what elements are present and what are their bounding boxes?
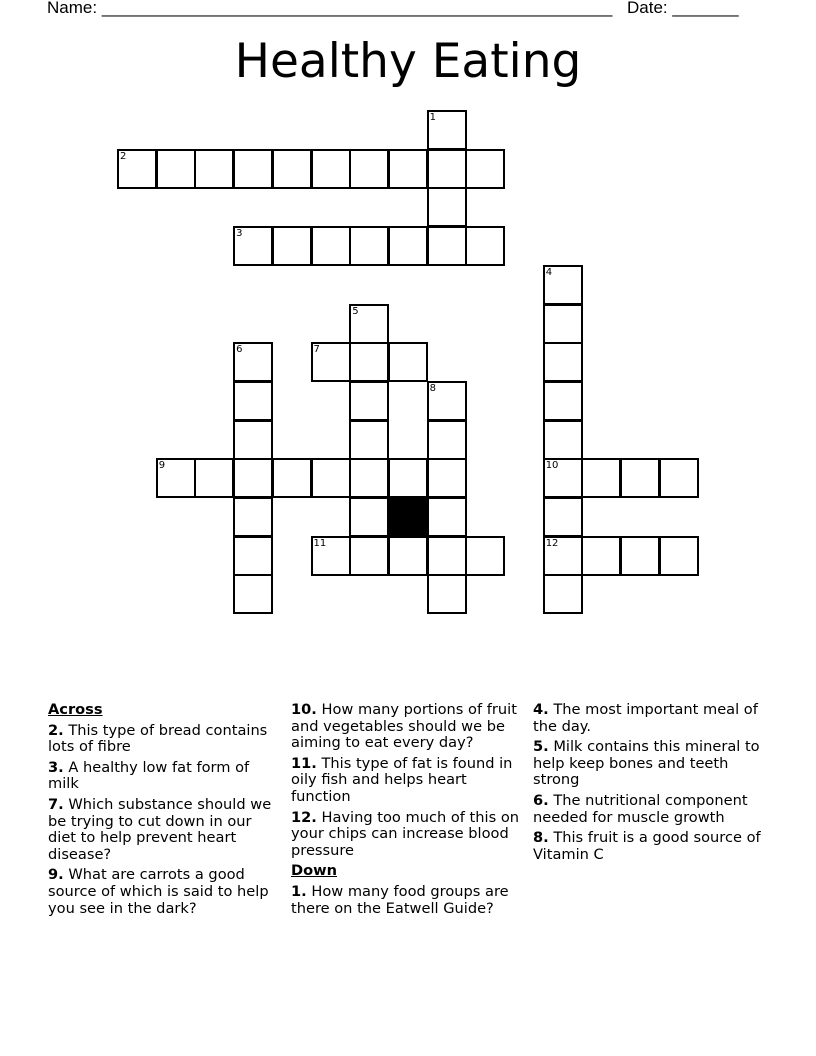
crossword-cell[interactable] bbox=[233, 342, 273, 382]
clue-across-7 bbox=[48, 797, 284, 863]
clue-number: 5. bbox=[533, 738, 549, 756]
crossword-cell[interactable] bbox=[427, 536, 467, 576]
crossword-cell[interactable] bbox=[543, 420, 583, 460]
clue-column-2 bbox=[291, 702, 527, 921]
crossword-cell[interactable] bbox=[543, 304, 583, 344]
crossword-cell[interactable] bbox=[117, 149, 157, 189]
clue-number-label: 9 bbox=[158, 460, 166, 472]
crossword-cell[interactable] bbox=[465, 536, 505, 576]
clue-across-12 bbox=[291, 810, 527, 860]
clue-number: 12. bbox=[291, 808, 317, 826]
crossword-cell[interactable] bbox=[543, 497, 583, 537]
crossword-cell[interactable] bbox=[311, 536, 351, 576]
clue-number: 3. bbox=[48, 758, 64, 776]
date-label: Date: bbox=[627, 0, 668, 17]
clue-number-label: 1 bbox=[429, 112, 436, 123]
clue-number-label: 8 bbox=[429, 382, 436, 394]
crossword-cell[interactable] bbox=[620, 458, 660, 498]
crossword-cell[interactable] bbox=[349, 226, 389, 266]
clue-number-label: 12 bbox=[545, 537, 559, 549]
clue-across-3 bbox=[48, 760, 284, 793]
crossword-cell[interactable] bbox=[388, 149, 428, 189]
across-heading: Across bbox=[48, 701, 103, 718]
clue-down-6 bbox=[533, 793, 769, 826]
crossword-cell[interactable] bbox=[427, 110, 467, 150]
crossword-cell[interactable] bbox=[272, 458, 312, 498]
crossword-cell[interactable] bbox=[620, 536, 660, 576]
crossword-cell[interactable] bbox=[581, 458, 621, 498]
clue-column-3 bbox=[533, 702, 769, 867]
crossword-cell[interactable] bbox=[427, 187, 467, 227]
clue-number: 1. bbox=[291, 882, 307, 900]
crossword-cell[interactable] bbox=[427, 497, 467, 537]
crossword-cell[interactable] bbox=[233, 226, 273, 266]
crossword-cell[interactable] bbox=[349, 304, 389, 344]
crossword-cell[interactable] bbox=[427, 574, 467, 614]
name-blank[interactable]: ______________________________________________________ bbox=[101, 0, 613, 17]
crossword-cell[interactable] bbox=[233, 536, 273, 576]
clue-text: This fruit is a good source of Vitamin C bbox=[533, 829, 761, 863]
crossword-cell[interactable] bbox=[233, 574, 273, 614]
crossword-cell[interactable] bbox=[388, 536, 428, 576]
crossword-blocked-cell bbox=[388, 497, 428, 537]
clue-number: 6. bbox=[533, 791, 549, 809]
clue-text: How many portions of fruit and vegetables should we be aiming to eat every day? bbox=[291, 701, 517, 752]
date-blank[interactable]: _______ bbox=[672, 0, 739, 17]
clue-number: 4. bbox=[533, 701, 549, 718]
clue-text: The nutritional component needed for muscle growth bbox=[533, 791, 748, 826]
clue-number-label: 4 bbox=[545, 266, 553, 278]
crossword-cell[interactable] bbox=[465, 226, 505, 266]
clue-text: Which substance should we be trying to cut down in our diet to help prevent heart disease? bbox=[48, 795, 272, 863]
clue-text: A healthy low fat form of milk bbox=[48, 758, 250, 793]
clue-text: This type of fat is found in oily fish and helps heart function bbox=[291, 754, 513, 805]
clue-number-label: 6 bbox=[236, 344, 243, 356]
crossword-cell[interactable] bbox=[233, 458, 273, 498]
down-heading: Down bbox=[291, 862, 338, 880]
clue-text: Milk contains this mineral to help keep bones and teeth strong bbox=[533, 738, 760, 789]
clue-down-1 bbox=[291, 884, 527, 917]
crossword-cell[interactable] bbox=[427, 226, 467, 266]
clue-number-label: 10 bbox=[545, 460, 559, 472]
crossword-cell[interactable] bbox=[543, 458, 583, 498]
clue-number: 8. bbox=[533, 829, 549, 847]
crossword-cell[interactable] bbox=[659, 536, 699, 576]
clue-across-10 bbox=[291, 702, 527, 752]
clue-number-label: 3 bbox=[236, 228, 243, 240]
crossword-cell[interactable] bbox=[349, 458, 389, 498]
clue-number-label: 5 bbox=[352, 305, 359, 317]
crossword-cell[interactable] bbox=[543, 265, 583, 305]
crossword-cell[interactable] bbox=[659, 458, 699, 498]
clue-number-label: 7 bbox=[313, 344, 320, 356]
clue-number: 10. bbox=[291, 701, 317, 718]
clue-across-11 bbox=[291, 756, 527, 806]
crossword-cell[interactable] bbox=[233, 149, 273, 189]
page-title: Healthy Eating bbox=[234, 34, 582, 89]
crossword-cell[interactable] bbox=[194, 458, 234, 498]
crossword-cell[interactable] bbox=[388, 458, 428, 498]
crossword-cell[interactable] bbox=[543, 536, 583, 576]
crossword-cell[interactable] bbox=[156, 458, 196, 498]
clue-number: 2. bbox=[48, 721, 64, 739]
crossword-cell[interactable] bbox=[233, 420, 273, 460]
clue-number: 7. bbox=[48, 795, 64, 813]
crossword-cell[interactable] bbox=[272, 226, 312, 266]
crossword-cell[interactable] bbox=[349, 497, 389, 537]
crossword-cell[interactable] bbox=[311, 342, 351, 382]
crossword-cell[interactable] bbox=[427, 381, 467, 421]
clue-down-4 bbox=[533, 702, 769, 735]
crossword-cell[interactable] bbox=[156, 149, 196, 189]
crossword-cell[interactable] bbox=[349, 536, 389, 576]
crossword-cell[interactable] bbox=[349, 342, 389, 382]
crossword-cell[interactable] bbox=[427, 149, 467, 189]
crossword-cell[interactable] bbox=[581, 536, 621, 576]
crossword-cell[interactable] bbox=[233, 381, 273, 421]
crossword-cell[interactable] bbox=[388, 342, 428, 382]
crossword-cell[interactable] bbox=[465, 149, 505, 189]
crossword-cell[interactable] bbox=[311, 226, 351, 266]
clue-across-9 bbox=[48, 867, 284, 917]
crossword-cell[interactable] bbox=[427, 420, 467, 460]
crossword-cell[interactable] bbox=[194, 149, 234, 189]
crossword-cell[interactable] bbox=[543, 574, 583, 614]
crossword-cell[interactable] bbox=[349, 381, 389, 421]
crossword-cell[interactable] bbox=[427, 458, 467, 498]
clue-number: 9. bbox=[48, 866, 64, 884]
clue-column-1 bbox=[48, 702, 284, 921]
clue-number-label: 2 bbox=[120, 150, 127, 162]
crossword-cell[interactable] bbox=[388, 226, 428, 266]
crossword-cell[interactable] bbox=[311, 149, 351, 189]
clue-across-2 bbox=[48, 723, 284, 756]
clue-number-label: 11 bbox=[313, 537, 327, 549]
crossword-cell[interactable] bbox=[311, 458, 351, 498]
clue-text: How many food groups are there on the Eatwell Guide? bbox=[291, 882, 509, 917]
clue-text: This type of bread contains lots of fibre bbox=[48, 721, 268, 756]
clue-number: 11. bbox=[291, 754, 317, 772]
crossword-cell[interactable] bbox=[543, 342, 583, 382]
clue-text: What are carrots a good source of which is said to help you see in the dark? bbox=[48, 866, 269, 917]
clue-text: Having too much of this on your chips can increase blood pressure bbox=[291, 808, 520, 859]
crossword-cell[interactable] bbox=[349, 149, 389, 189]
crossword-cell[interactable] bbox=[272, 149, 312, 189]
crossword-cell[interactable] bbox=[233, 497, 273, 537]
crossword-cell[interactable] bbox=[543, 381, 583, 421]
clue-down-8 bbox=[533, 830, 769, 863]
crossword-cell[interactable] bbox=[349, 420, 389, 460]
clue-down-5 bbox=[533, 739, 769, 789]
clue-text: The most important meal of the day. bbox=[533, 701, 758, 735]
name-label: Name: bbox=[47, 0, 98, 17]
